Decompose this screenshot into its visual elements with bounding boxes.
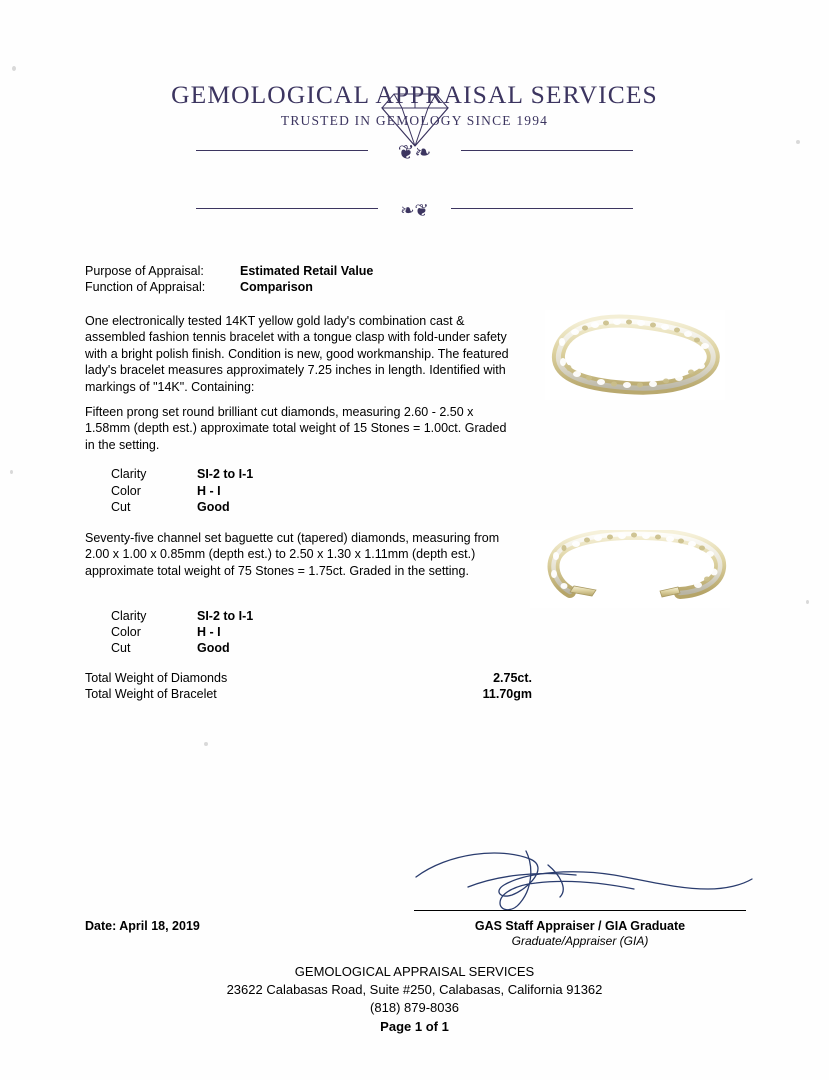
footer-address: 23622 Calabasas Road, Suite #250, Calabasas, California 91362 — [226, 982, 603, 997]
stone-group-2-text: Seventy-five channel set baguette cut (tapered) diamonds, measuring from 2.00 x 1.00 x 0.85mm (depth est.) to 2.50 x 1.30 x 1.11mm (depth est.) approximate total weight of 75 Stones = 1.75ct. Graded in the setting. — [85, 531, 500, 578]
brand-subtitle: TRUSTED IN GEMOLOGY SINCE 1994 — [280, 113, 549, 128]
appraiser-title: Graduate/Appraiser (GIA) — [511, 934, 649, 948]
stone-group-2-clarity-value: SI-2 to I-1 — [197, 609, 254, 623]
stone-group-1-text: Fifteen prong set round brilliant cut diamonds, measuring 2.60 - 2.50 x 1.58mm (depth est.) approximate total weight of 15 Stones = 1.00ct. Graded in the setting. — [85, 405, 507, 452]
stone-group-2-clarity-label: Clarity — [111, 609, 147, 623]
stone-group-2-color-value: H - I — [197, 625, 221, 639]
total-diamonds-label: Total Weight of Diamonds — [85, 671, 228, 685]
footer-page-number: Page 1 of 1 — [380, 1019, 449, 1034]
stone-group-2-cut-label: Cut — [111, 641, 131, 655]
total-diamonds-value: 2.75ct. — [493, 671, 532, 685]
total-bracelet-label: Total Weight of Bracelet — [85, 687, 217, 701]
stone-group-2-color-label: Color — [111, 625, 141, 639]
scan-speckle — [204, 742, 208, 746]
scan-speckle — [12, 66, 16, 71]
appraiser-name: GAS Staff Appraiser / GIA Graduate — [474, 919, 686, 933]
header-flourish-top: ❦❧ — [397, 142, 432, 164]
signature-mark — [408, 845, 758, 915]
footer — [0, 963, 829, 1036]
purpose-label: Purpose of Appraisal: — [85, 264, 204, 278]
stone-group-2-cut-value: Good — [197, 641, 230, 655]
footer-phone: (818) 879-8036 — [370, 1000, 459, 1015]
bracelet-photo-bottom — [530, 530, 730, 608]
function-value: Comparison — [240, 280, 313, 294]
scan-speckle — [806, 600, 809, 604]
function-label: Function of Appraisal: — [85, 280, 206, 294]
appraisal-date: Date: April 18, 2019 — [85, 919, 200, 933]
footer-company: GEMOLOGICAL APPRAISAL SERVICES — [294, 964, 535, 979]
stone-group-1-clarity-label: Clarity — [111, 467, 147, 481]
item-description: One electronically tested 14KT yellow gold lady's combination cast & assembled fashion tennis bracelet with a tongue clasp with fold-under safety with a bright polish finish. Condition is new, good workmanship. The featured lady's bracelet measures approximately 7.25 inches in length. Identified with markings of "14K". Containing: — [85, 314, 509, 394]
stone-group-1-color-label: Color — [111, 484, 141, 498]
stone-group-1-clarity-value: SI-2 to I-1 — [197, 467, 254, 481]
stone-group-1-cut-label: Cut — [111, 500, 131, 514]
scan-speckle — [10, 470, 13, 474]
stone-group-1-cut-value: Good — [197, 500, 230, 514]
signature-line — [414, 910, 746, 911]
total-bracelet-value: 11.70gm — [482, 687, 532, 701]
stone-group-1-color-value: H - I — [197, 484, 221, 498]
brand-title: GEMOLOGICAL APPRAISAL SERVICES — [171, 80, 658, 109]
bracelet-photo-top — [545, 310, 725, 400]
purpose-value: Estimated Retail Value — [240, 264, 374, 278]
header-flourish-bottom: ❧❦ — [400, 201, 429, 220]
